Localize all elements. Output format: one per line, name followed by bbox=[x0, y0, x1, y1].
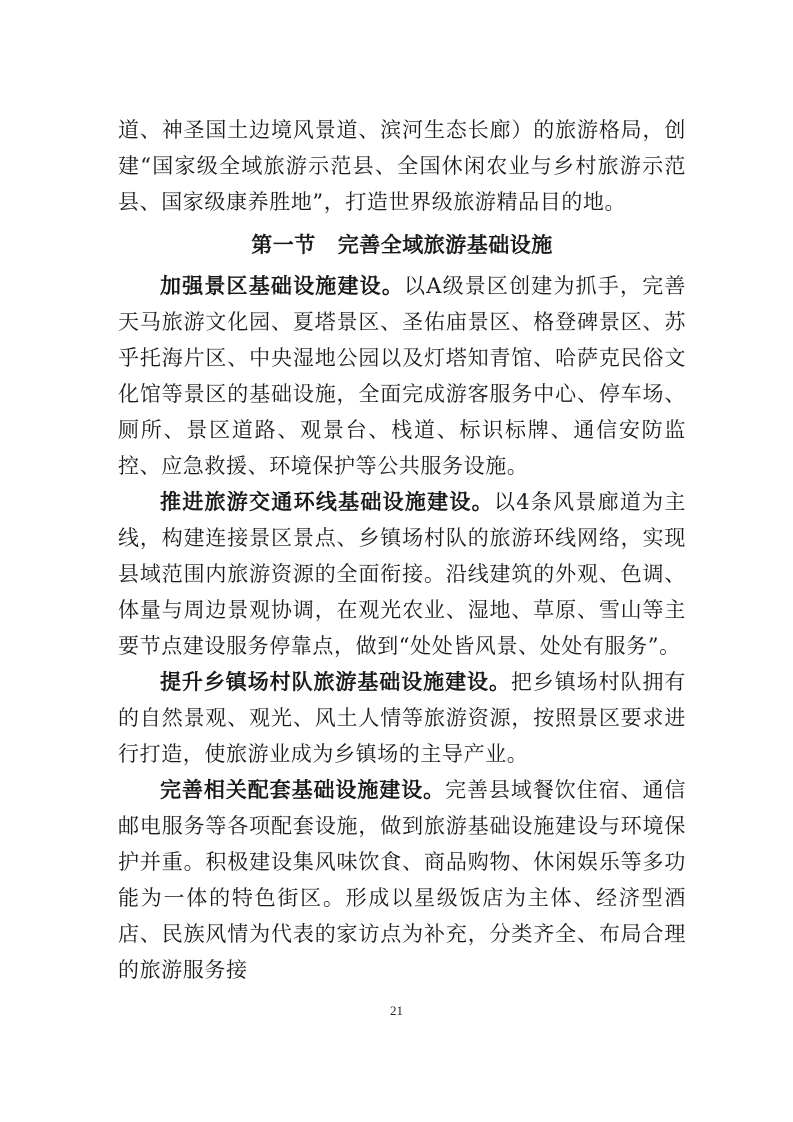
paragraph-township-tourism bbox=[118, 664, 686, 772]
page-number: 21 bbox=[390, 1003, 403, 1018]
paragraph-lead: 推进旅游交通环线基础设施建设。 bbox=[160, 490, 494, 514]
paragraph-lead: 加强景区基础设施建设。 bbox=[160, 274, 405, 298]
paragraph-lead: 完善相关配套基础设施建设。 bbox=[160, 778, 446, 802]
paragraph-lead: 提升乡镇场村队旅游基础设施建设。 bbox=[160, 670, 511, 694]
paragraph-traffic-loop bbox=[118, 484, 686, 664]
paragraph-text: 把乡镇场村队拥有的自然景观、观光、风土人情等旅游资源，按照景区要求进行打造，使旅游业成为乡镇场的主导产业。 bbox=[118, 670, 686, 766]
intro-paragraph: 道、神圣国土边境风景道、滨河生态长廊）的旅游格局，创建“国家级全域旅游示范县、全国休闲农业与乡村旅游示范县、国家级康养胜地”，打造世界级旅游精品目的地。 bbox=[118, 118, 686, 214]
paragraph-scenic-infrastructure bbox=[118, 268, 686, 484]
section-number: 第一节 bbox=[251, 233, 316, 257]
section-heading bbox=[118, 220, 686, 268]
paragraph-supporting-facilities bbox=[118, 772, 686, 988]
paragraph-text: 以4条风景廊道为主线，构建连接景区景点、乡镇场村队的旅游环线网络，实现县域范围内旅游资源的全面衔接。沿线建筑的外观、色调、体量与周边景观协调，在观光农业、湿地、草原、雪山等主要节点建设服务停靠点，做到“处处皆风景、处处有服务”。 bbox=[118, 490, 686, 658]
document-page bbox=[118, 112, 686, 988]
paragraph-text: 完善县域餐饮住宿、通信邮电服务等各项配套设施，做到旅游基础设施建设与环境保护并重。积极建设集风味饮食、商品购物、休闲娱乐等多功能为一体的特色街区。形成以星级饭店为主体、经济型酒店、民族风情为代表的家访点为补充，分类齐全、布局合理的旅游服务接 bbox=[118, 778, 686, 982]
paragraph-text: 以A级景区创建为抓手，完善天马旅游文化园、夏塔景区、圣佑庙景区、格登碑景区、苏乎托海片区、中央湿地公园以及灯塔知青馆、哈萨克民俗文化馆等景区的基础设施，全面完成游客服务中心、停车场、厕所、景区道路、观景台、栈道、标识标牌、通信安防监控、应急救援、环境保护等公共服务设施。 bbox=[118, 274, 686, 478]
section-title: 完善全域旅游基础设施 bbox=[337, 233, 553, 257]
